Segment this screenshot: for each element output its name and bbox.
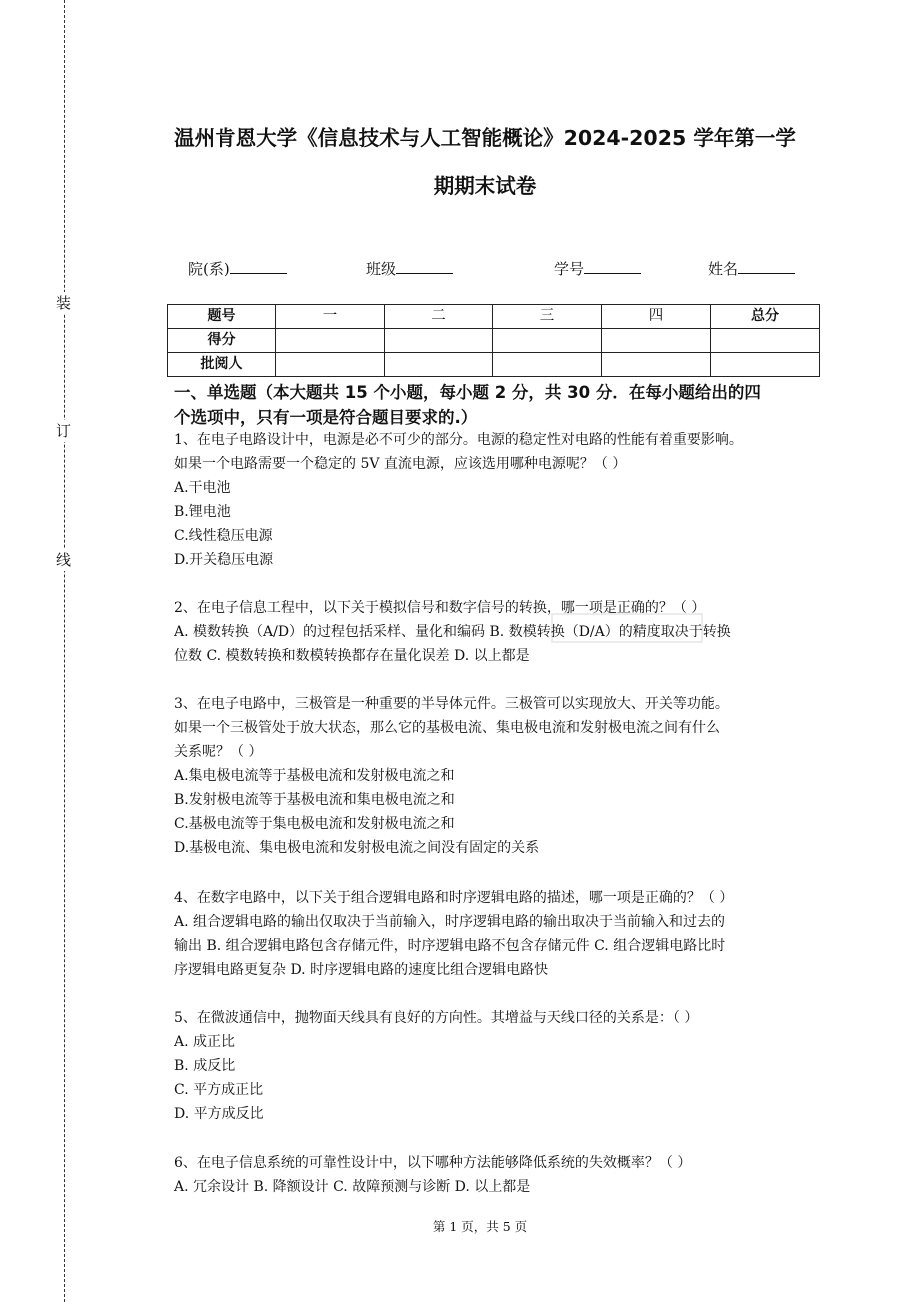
header-cell: 三 <box>493 305 602 329</box>
reviewer-cell[interactable] <box>493 353 602 377</box>
question-2-line: 2、在电子信息工程中，以下关于模拟信号和数字信号的转换，哪一项是正确的？（ ） <box>174 600 706 616</box>
dept-field[interactable] <box>188 259 287 279</box>
score-table <box>167 304 820 377</box>
option-c[interactable]: C.线性稳压电源 <box>174 528 273 544</box>
page-footer: 第 1 页，共 5 页 <box>432 1219 528 1234</box>
question-6-line: 6、在电子信息系统的可靠性设计中，以下哪种方法能够降低系统的失效概率？（ ） <box>174 1155 692 1171</box>
question-3-line: 3、在电子电路中，三极管是一种重要的半导体元件。三极管可以实现放大、开关等功能。 <box>174 696 729 712</box>
option-a[interactable]: A.干电池 <box>174 480 231 496</box>
score-cell[interactable] <box>711 329 820 353</box>
class-field[interactable] <box>366 259 453 279</box>
dept-label: 院(系) <box>188 260 230 278</box>
dept-blank[interactable] <box>230 259 287 274</box>
question-6-options[interactable]: A. 冗余设计 B. 降额设计 C. 故障预测与诊断 D. 以上都是 <box>174 1179 531 1195</box>
option-a[interactable]: A.集电极电流等于基极电流和发射极电流之和 <box>174 768 455 784</box>
exam-title-line1: 温州肯恩大学《信息技术与人工智能概论》2024-2025 学年第一学 <box>174 126 796 150</box>
header-cell: 四 <box>602 305 711 329</box>
option-c[interactable]: C.基极电流等于集电极电流和发射极电流之和 <box>174 816 455 832</box>
student-info-row <box>168 259 818 281</box>
header-cell: 总分 <box>711 305 820 329</box>
header-cell: 一 <box>276 305 385 329</box>
question-4-options[interactable]: 输出 B. 组合逻辑电路包含存储元件，时序逻辑电路不包含存储元件 C. 组合逻辑电路比时 <box>174 938 726 954</box>
question-1-line: 如果一个电路需要一个稳定的 5V 直流电源，应该选用哪种电源呢？（ ） <box>174 456 627 472</box>
header-cell: 二 <box>385 305 493 329</box>
question-5-line: 5、在微波通信中，抛物面天线具有良好的方向性。其增益与天线口径的关系是：（ ） <box>174 1010 699 1026</box>
reviewer-cell[interactable] <box>276 353 385 377</box>
header-cell: 题号 <box>168 305 276 329</box>
question-3-line: 关系呢？（ ） <box>174 744 263 760</box>
option-a[interactable]: A. 成正比 <box>174 1034 236 1050</box>
reviewer-cell[interactable] <box>602 353 711 377</box>
binding-char-zhuang: 装 <box>56 294 72 312</box>
score-cell[interactable] <box>385 329 493 353</box>
row-label: 批阅人 <box>168 353 276 377</box>
score-cell[interactable] <box>493 329 602 353</box>
binding-char-ding: 订 <box>56 422 72 440</box>
question-4-options[interactable]: A. 组合逻辑电路的输出仅取决于当前输入，时序逻辑电路的输出取决于当前输入和过去的 <box>174 914 726 930</box>
section-heading <box>174 380 814 430</box>
question-4-options[interactable]: 序逻辑电路更复杂 D. 时序逻辑电路的速度比组合逻辑电路快 <box>174 962 549 978</box>
name-blank[interactable] <box>738 259 795 274</box>
option-d[interactable]: D.基极电流、集电极电流和发射极电流之间没有固定的关系 <box>174 840 540 856</box>
question-2-options[interactable]: A. 模数转换（A/D）的过程包括采样、量化和编码 B. 数模转换（D/A）的精度取决于转换 <box>174 624 731 640</box>
option-d[interactable]: D. 平方成反比 <box>174 1106 264 1122</box>
question-6 <box>174 1151 822 1199</box>
question-1 <box>174 428 822 572</box>
name-field[interactable] <box>708 259 795 279</box>
class-blank[interactable] <box>396 259 453 274</box>
binding-dashed-line <box>64 0 65 1302</box>
option-b[interactable]: B. 成反比 <box>174 1058 236 1074</box>
option-c[interactable]: C. 平方成正比 <box>174 1082 264 1098</box>
score-table-header <box>168 305 820 329</box>
option-d[interactable]: D.开关稳压电源 <box>174 552 274 568</box>
section-heading-line1: 一、单选题（本大题共 15 个小题，每小题 2 分，共 30 分．在每小题给出的四 <box>174 383 761 402</box>
reviewer-cell[interactable] <box>385 353 493 377</box>
student-id-label: 学号 <box>554 260 585 278</box>
score-cell[interactable] <box>276 329 385 353</box>
name-label: 姓名 <box>708 260 739 278</box>
binding-char-xian: 线 <box>56 551 72 569</box>
row-label: 得分 <box>168 329 276 353</box>
question-5 <box>174 1006 822 1126</box>
question-1-line: 1、在电子电路设计中，电源是必不可少的部分。电源的稳定性对电路的性能有着重要影响。 <box>174 432 743 448</box>
question-3-line: 如果一个三极管处于放大状态，那么它的基极电流、集电极电流和发射极电流之间有什么 <box>174 720 720 736</box>
question-4 <box>174 886 822 982</box>
section-heading-line2: 个选项中，只有一项是符合题目要求的.） <box>174 408 478 427</box>
question-2 <box>174 596 822 668</box>
question-4-line: 4、在数字电路中，以下关于组合逻辑电路和时序逻辑电路的描述，哪一项是正确的？（ ） <box>174 890 734 906</box>
question-3 <box>174 692 822 860</box>
score-cell[interactable] <box>602 329 711 353</box>
option-b[interactable]: B.锂电池 <box>174 504 231 520</box>
reviewer-row <box>168 353 820 377</box>
reviewer-cell[interactable] <box>711 353 820 377</box>
option-b[interactable]: B.发射极电流等于基极电流和集电极电流之和 <box>174 792 455 808</box>
exam-title-line2: 期期末试卷 <box>433 174 537 198</box>
student-id-blank[interactable] <box>584 259 641 274</box>
question-2-options[interactable]: 位数 C. 模数转换和数模转换都存在量化误差 D. 以上都是 <box>174 648 530 664</box>
class-label: 班级 <box>366 260 397 278</box>
student-id-field[interactable] <box>554 259 641 279</box>
score-row <box>168 329 820 353</box>
